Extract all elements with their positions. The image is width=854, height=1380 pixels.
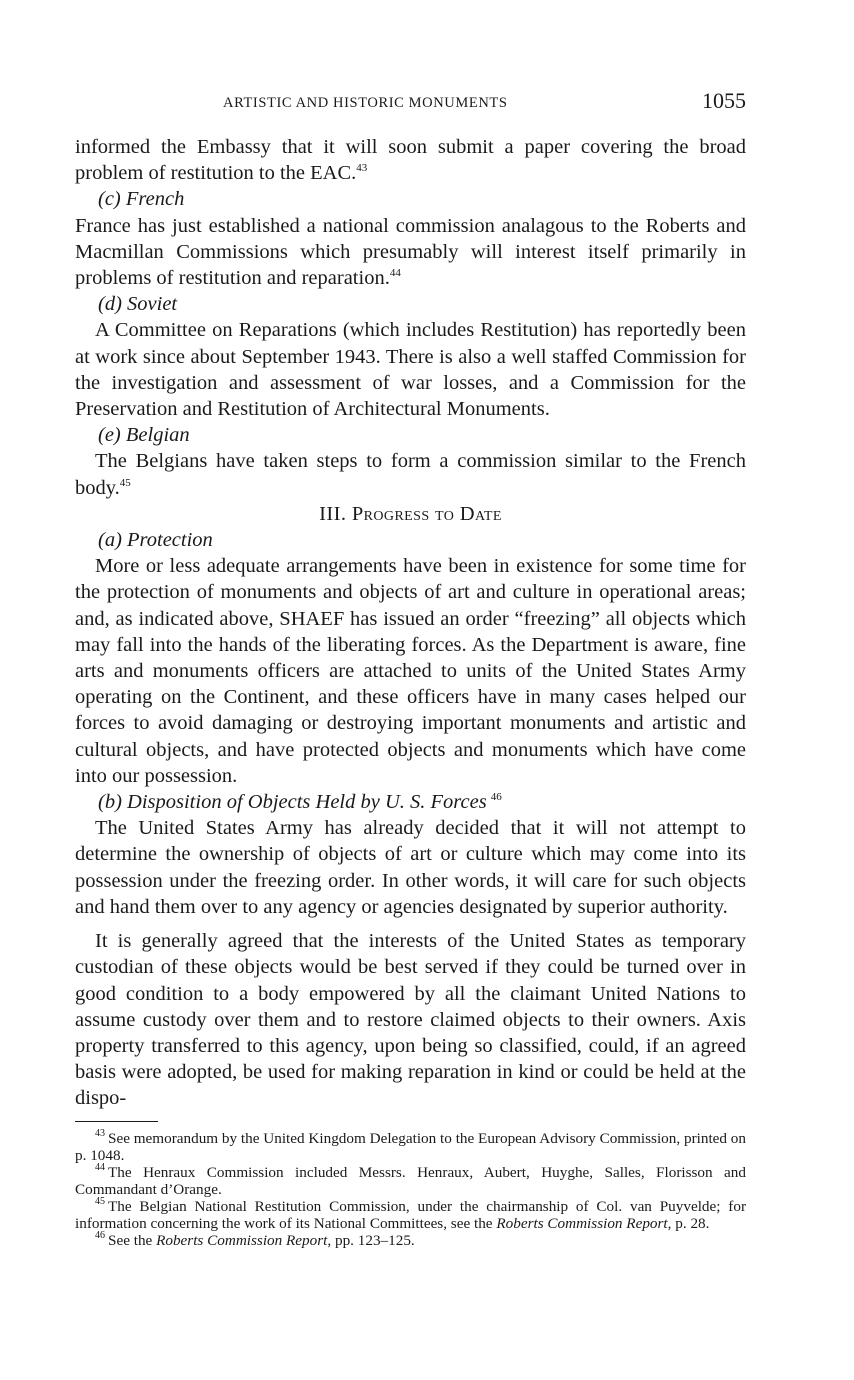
footnote-43: $^{43}$ See memorandum by the United Kingdom Delegation to the European Advisory Commission, printed on p. 1048. [75,1128,746,1164]
document-page [75,88,746,1249]
footnote-46: $^{46}$ See the Roberts Commission Report, pp. 123–125. [95,1230,415,1249]
footnote-ref-46[interactable]: 46 [490,791,502,804]
page-header [75,88,746,120]
paragraph-embassy: informed the Embassy that it will soon submit a paper covering the broad problem of restitution to the EAC.$^{43}$ [75,136,746,185]
subheading-belgian: (e) Belgian [98,424,190,447]
footnote-45: $^{45}$ The Belgian National Restitution Commission, under the chairmanship of Col. van Puyvelde; for information concerning the work of its National Committees, see the Roberts Commission Report, p. 28. [75,1196,746,1232]
section-heading: III. Progress to Date [319,502,502,525]
page-number: 1055 [702,88,746,113]
paragraph-soviet: A Committee on Reparations (which includes Restitution) has reportedly been at work since about September 1943. There is also a well staffed Commission for the investigation and assessment of war losses, and a Commission for the Preservation and Restitution of Architectural Monuments. [75,319,746,421]
subheading-french: (c) French [98,188,185,211]
paragraph-custodian: It is generally agreed that the interests of the United States as temporary custodian of these objects would be best served if they could be turned over in good condition to a body empowered by all the claimant United Nations to assume custody over them and to restore claimed objects to their owners. Axis property transferred to this agency, upon being so classified, could, if an agreed basis were adopted, be used for making reparation in kind or could be held at the dispo- [75,930,746,1110]
paragraph-french: France has just established a national commission analagous to the Roberts and Macmillan Commissions which presumably will interest itself primarily in problems of restitution and reparation.$^{44}$ [75,214,746,290]
paragraph-protection: More or less adequate arrangements have been in existence for some time for the protection of monuments and objects of art and culture in operational areas; and, as indicated above, SHAEF has issued an order “freezing” all objects which may fall into the hands of the liberating forces. As the Department is aware, fine arts and monuments officers are attached to units of the United States Army operating on the Continent, and these officers have in many cases helped our forces to avoid damaging or destroying important monuments and artistic and cultural objects, and have protected objects and monuments which have come into our possession. [75,555,746,787]
paragraph-army-decision: The United States Army has already decided that it will not attempt to determine the ownership of objects of art or culture which may come into its possession under the freezing order. In other words, it will care for such objects and hand them over to any agency or agencies designated by superior authority. [75,817,746,918]
footnote-44: $^{44}$ The Henraux Commission included Messrs. Henraux, Aubert, Huyghe, Salles, Florisson and Commandant d’Orange. [75,1162,746,1198]
subheading-disposition: (b) Disposition of Objects Held by U. S. Forces $^{46}$ [98,791,502,814]
footnote-ref-45[interactable]: 45 [119,476,131,489]
footnote-divider [75,1121,158,1122]
citation-roberts-report: Roberts Commission Report [156,1231,328,1249]
paragraph-belgian: The Belgians have taken steps to form a commission similar to the French body.$^{45}$ [75,450,746,499]
subheading-soviet: (d) Soviet [98,293,178,316]
subheading-protection: (a) Protection [98,529,213,552]
body-text [75,134,746,1112]
footnote-ref-44[interactable]: 44 [389,267,401,280]
citation-roberts-report: Roberts Commission Report [496,1214,668,1232]
footnote-ref-43[interactable]: 43 [356,162,368,175]
running-title: ARTISTIC AND HISTORIC MONUMENTS [223,95,508,111]
footnotes [75,1130,746,1249]
